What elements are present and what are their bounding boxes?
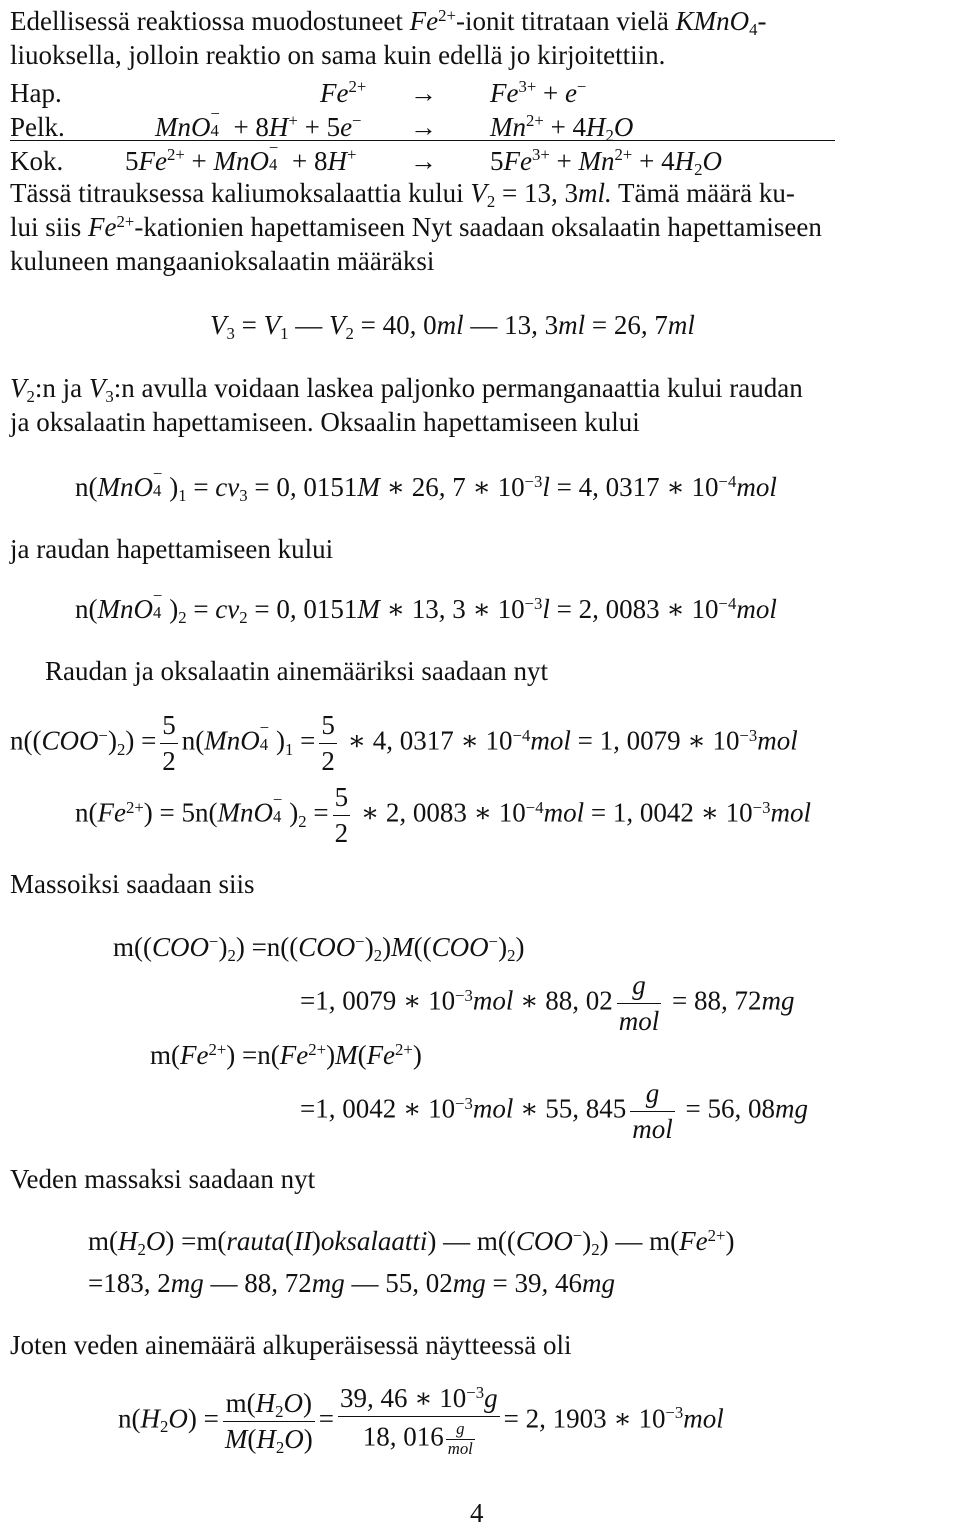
kok-right: $5Fe^{3+} + Mn^{2+} + 4H_2O$ xyxy=(490,145,722,179)
intro-line-1: Edellisessä reaktiossa muodostuneet $Fe^{2+}$-ionit titrataan vielä KMnO$_4$- xyxy=(10,5,767,40)
hap-arrow: → xyxy=(410,77,437,108)
para2-text-b: :n avulla voidaan laskea paljonko permanganaattia kului raudan xyxy=(113,373,803,403)
reaction-sum-rule xyxy=(10,140,835,141)
reaction-table xyxy=(10,76,722,178)
equation-m-oxalate-1: $m((COO^-)_2) =n((COO^-)_2)M((COO^-)_2)$ xyxy=(113,931,525,966)
water-text: Veden massaksi saadaan nyt xyxy=(10,1164,316,1194)
para1-text-d: -kationien hapettamiseen Nyt saadaan oksalaatin hapettamiseen xyxy=(134,212,822,242)
para2-line-2: ja oksalaatin hapettamiseen. Oksaalin hapettamiseen kului xyxy=(10,407,640,437)
equation-m-water-2: =183, 2mg — 88, 72mg — 55, 02mg = 39, 46mg xyxy=(88,1268,615,1298)
pelk-left: MnO − 4 + 8H+ + 5e− xyxy=(155,103,362,142)
kok-label: Kok. xyxy=(10,145,64,176)
hap-right: $Fe^{3+} + e^-$ xyxy=(490,77,587,108)
hap-label: Hap. xyxy=(10,77,62,108)
equation-m-water-1: $m(H_2O)$ =m(rauta(II)oksalaatti) — $m((COO^-)_2)$ — $m(Fe^{2+})$ xyxy=(88,1225,735,1260)
iron-text: ja raudan hapettamiseen kului xyxy=(10,534,334,564)
para2-line-1: $V_2:n$ ja $V_3:n$ avulla voidaan laskea paljonko permanganaattia kului raudan xyxy=(10,373,803,407)
equation-n-fe: $n(Fe^{2+}) = 5n(MnO$ − 4 )$_2$ = $\frac{5}{2}$ ∗ 2, 0083 ∗ $10^{-4}mol = 1$, 0042 ∗ $10^{-3}mol$ xyxy=(75,782,811,848)
equation-n-oxalate: $n((COO^-)_2)$ = $\frac{5}{2}$ n(MnO − 4 )$_1$ = $\frac{5}{2}$ ∗ 4, 0317 ∗ $10^{-4}mol = 1$, 0079 ∗ $10^{-3}mol$ xyxy=(10,710,798,776)
para1-line-1: Tässä titrauksessa kaliumoksalaattia kului $V_2 = 13$, 3ml. Tämä määrä ku- xyxy=(10,178,795,212)
equation-n-mno4-2: n(MnO − 4 )$_2 = cv_2 = 0$, 0151M ∗ 13, 3 ∗ $10^{-3}l = 2$, 0083 ∗ $10^{-4}mol$ xyxy=(75,586,777,628)
intro-line-2: liuoksella, jolloin reaktio on sama kuin edellä jo kirjoitettiin. xyxy=(10,40,666,70)
pelk-label: Pelk. xyxy=(10,111,65,142)
pelk-arrow: → xyxy=(410,111,437,142)
equation-m-fe-2: =1, 0042 ∗ $10^{-3}mol$ ∗ 55, 845 $\frac{g}{\text{mol}}$ = 56, 08mg xyxy=(300,1078,808,1144)
para1-text-b: Tämä määrä ku- xyxy=(611,178,795,208)
para1-line-2: lui siis $Fe^{2+}$-kationien hapettamiseen Nyt saadaan oksalaatin hapettamiseen xyxy=(10,211,822,242)
pelk-right: $Mn^{2+} + 4H_2O$ xyxy=(490,111,634,145)
hap-left: $Fe^{2+}$ xyxy=(320,77,367,108)
kok-arrow: → xyxy=(410,145,437,176)
equation-n-mno4-1: n(MnO − 4 )$_1 = cv_3 = 0$, 0151M ∗ 26, 7 ∗ $10^{-3}l = 4$, 0317 ∗ $10^{-4}mol$ xyxy=(75,464,777,506)
page-number: 4 xyxy=(470,1498,484,1528)
amounts-text: Raudan ja oksalaatin ainemääriksi saadaan nyt xyxy=(45,656,549,686)
equation-m-fe-1: $m(Fe^{2+}) =n(Fe^{2+})M(Fe^{2+})$ xyxy=(150,1039,422,1070)
para2-text-a: :n ja xyxy=(34,373,89,403)
masses-text: Massoiksi saadaan siis xyxy=(10,869,255,899)
para1-text-a: Tässä titrauksessa kaliumoksalaattia kului xyxy=(10,178,471,208)
intro-text-a: Edellisessä reaktiossa muodostuneet xyxy=(10,6,410,36)
final-text: Joten veden ainemäärä alkuperäisessä näytteessä oli xyxy=(10,1330,572,1360)
kok-left: $5Fe^{2+}$ + MnO − 4 + 8H+ xyxy=(125,137,357,176)
equation-v3: $V_3 = V_1$ — $V_2 = 40$, 0ml — 13, 3ml = 26, 7ml xyxy=(210,310,695,344)
equation-m-oxalate-2: =1, 0079 ∗ $10^{-3}mol$ ∗ 88, 02 $\frac{g}{\text{mol}}$ = 88, 72mg xyxy=(300,970,795,1036)
para1-text-c: lui siis xyxy=(10,212,89,242)
intro-text-b: -ionit titrataan vielä xyxy=(455,6,676,36)
equation-n-water: $n(H_2O)$ = $\frac{m(H_2O)}{M(H_2O)}$ = 39, 46 ∗ $10^{-3}g$ 18, 016 $\frac{g}{\text{mol}}$ = 2, 1903 ∗ $10^{-3}mol$ xyxy=(118,1382,724,1458)
para1-line-3: kuluneen mangaanioksalaatin määräksi xyxy=(10,246,435,276)
